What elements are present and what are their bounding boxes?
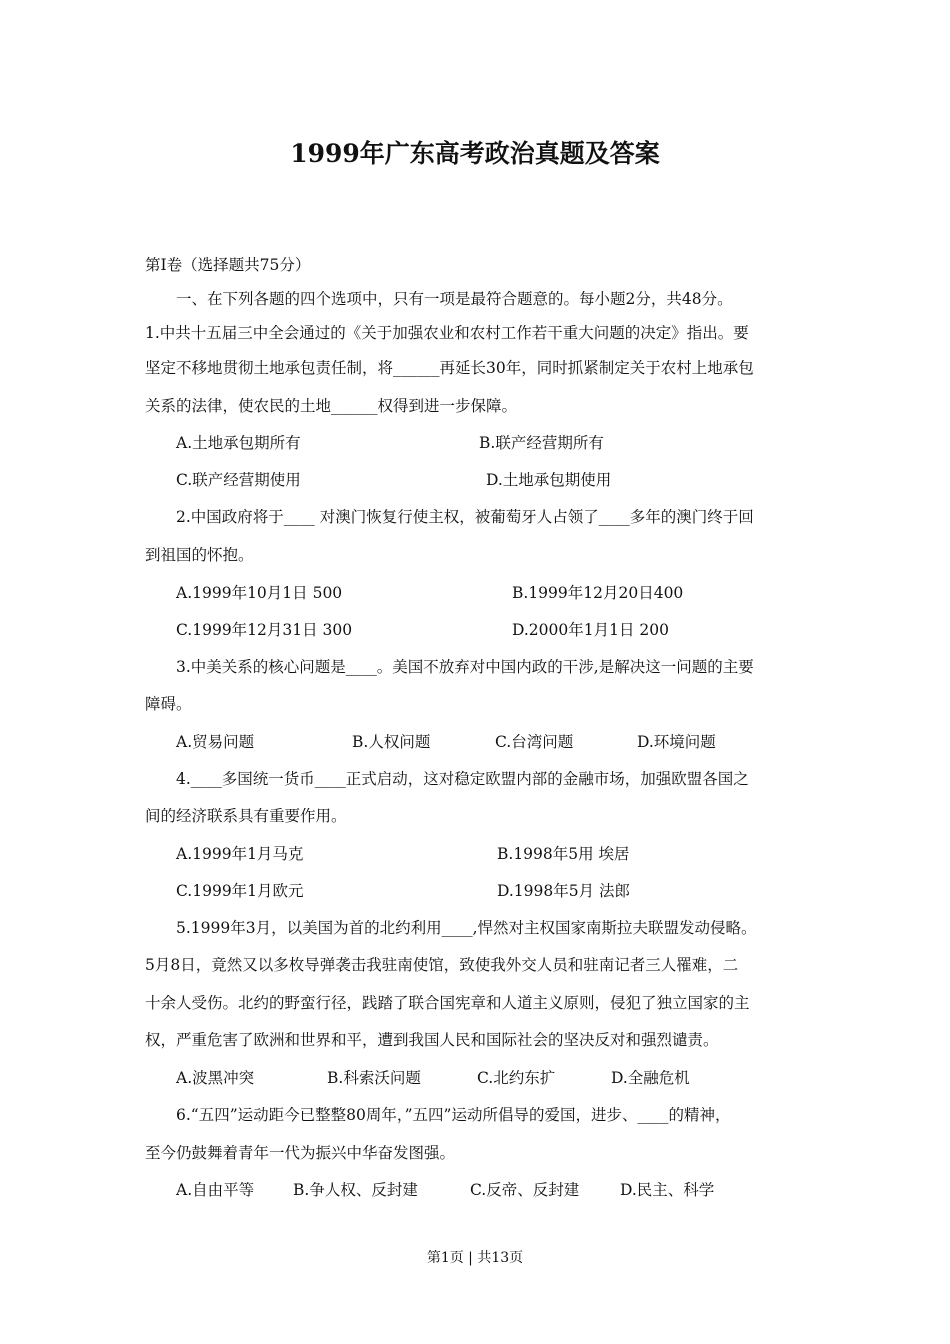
- q6-option-b: B.争人权、反封建: [293, 1181, 418, 1199]
- q5-option-d: D.全融危机: [611, 1069, 690, 1087]
- q1-stem-line-3: 关系的法律，使农民的土地______权得到进一步保障。: [145, 397, 518, 415]
- page-footer: 第1页 | 共13页: [426, 1250, 524, 1266]
- q4-option-c: C.1999年1月欧元: [176, 882, 304, 900]
- q6-stem-line-2: 至今仍鼓舞着青年一代为振兴中华奋发图强。: [145, 1144, 456, 1162]
- q2-stem-line-1: 2.中国政府将于____ 对澳门恢复行使主权，被葡萄牙人占领了____多年的澳门终于回: [176, 508, 754, 526]
- q3-option-c: C.台湾问题: [495, 733, 574, 751]
- q5-stem-line-1: 5.1999年3月，以美国为首的北约利用____,悍然对主权国家南斯拉夫联盟发动侵略。: [176, 919, 757, 937]
- q4-stem-line-1: 4.____多国统一货币____正式启动，这对稳定欧盟内部的金融市场，加强欧盟各国之: [176, 770, 749, 788]
- q6-option-c: C.反帝、反封建: [470, 1181, 580, 1199]
- part-instruction: 一、在下列各题的四个选项中，只有一项是最符合题意的。每小题2分，共48分。: [176, 290, 733, 308]
- q1-option-a: A.土地承包期所有: [176, 434, 301, 452]
- q2-option-d: D.2000年1月1日 200: [512, 621, 669, 639]
- q1-stem-line-2: 坚定不移地贯彻土地承包责任制，将______再延长30年，同时抓紧制定关于农村上地承包: [145, 359, 754, 377]
- q5-option-a: A.波黑冲突: [176, 1069, 255, 1087]
- q5-option-c: C.北约东扩: [477, 1069, 556, 1087]
- q2-option-a: A.1999年10月1日 500: [176, 584, 343, 602]
- document-title: 1999年广东高考政治真题及答案: [290, 139, 660, 168]
- section-header: 第Ⅰ卷（选择题共75分）: [145, 256, 311, 274]
- q3-stem-line-1: 3.中美关系的核心问题是____。美国不放弃对中国内政的干涉,是解决这一问题的主要: [176, 658, 754, 676]
- q4-stem-line-2: 间的经济联系具有重要作用。: [145, 807, 347, 825]
- q5-stem-line-3: 十余人受伤。北约的野蛮行径，践踏了联合国宪章和人道主义原则，侵犯了独立国家的主: [145, 994, 750, 1012]
- q3-stem-line-2: 障碍。: [145, 695, 192, 713]
- q3-option-d: D.环境问题: [637, 733, 716, 751]
- q5-stem-line-2: 5月8日，竟然又以多枚导弹袭击我驻南使馆，致使我外交人员和驻南记者三人罹难，二: [145, 956, 739, 974]
- q2-stem-line-2: 到祖国的怀抱。: [145, 546, 254, 564]
- q6-stem-line-1: 6.“五四”运动距今已整整80周年，”五四”运动所倡导的爱国，进步、____的精神，: [176, 1106, 731, 1124]
- q4-option-b: B.1998年5用 埃居: [497, 845, 630, 863]
- q1-option-c: C.联产经营期使用: [176, 471, 301, 489]
- q5-option-b: B.科索沃问题: [327, 1069, 421, 1087]
- q4-option-d: D.1998年5月 法郎: [497, 882, 631, 900]
- q3-option-a: A.贸易问题: [176, 733, 255, 751]
- q2-option-c: C.1999年12月31日 300: [176, 621, 353, 639]
- q1-option-b: B.联产经营期所有: [479, 434, 604, 452]
- q5-stem-line-4: 权，严重危害了欧洲和世界和平，遭到我国人民和国际社会的坚决反对和强烈谴责。: [145, 1031, 719, 1049]
- q6-option-d: D.民主、科学: [620, 1181, 715, 1199]
- q4-option-a: A.1999年1月马克: [176, 845, 304, 863]
- q6-option-a: A.自由平等: [176, 1181, 255, 1199]
- q1-stem-line-1: 1.中共十五届三中全会通过的《关于加强农业和农村工作若干重大问题的决定》指出。要: [145, 324, 749, 342]
- q3-option-b: B.人权问题: [352, 733, 431, 751]
- q1-option-d: D.土地承包期使用: [486, 471, 612, 489]
- q2-option-b: B.1999年12月20日400: [512, 584, 684, 602]
